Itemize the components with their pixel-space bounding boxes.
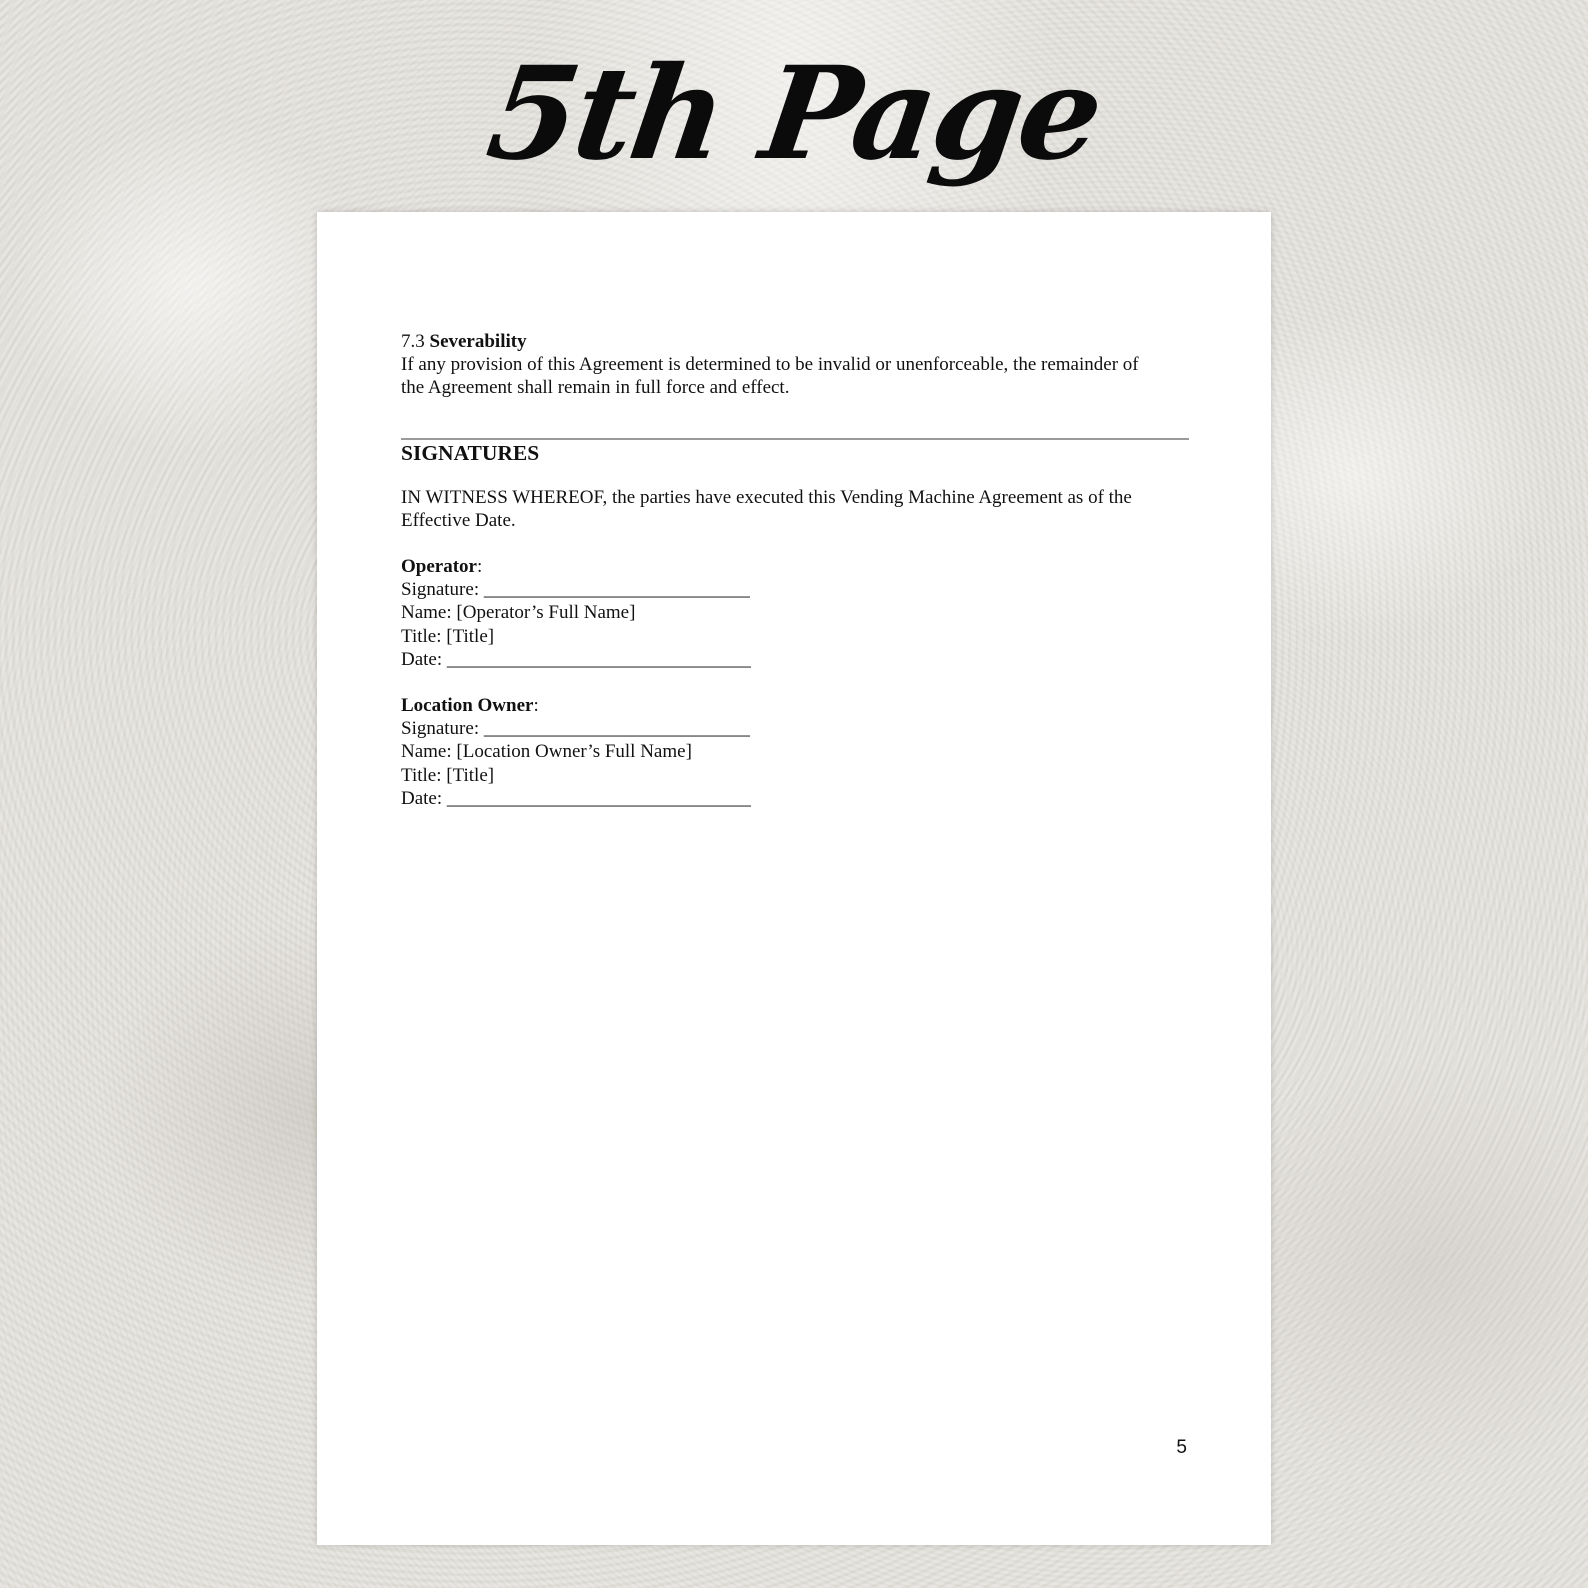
- operator-label: Operator: [401, 556, 477, 578]
- severability-body-line-1: If any provision of this Agreement is determined to be invalid or unenforceable, the remainder of: [401, 354, 1139, 376]
- section-number: 7.3: [401, 331, 425, 352]
- document-content: [401, 330, 1191, 810]
- location-owner-signature-line: Signature: ____________________________: [401, 718, 750, 740]
- location-owner-label-line: Location Owner:: [401, 695, 539, 717]
- location-owner-date-line: Date: ________________________________: [401, 787, 751, 809]
- page-number: 5: [1176, 1437, 1187, 1458]
- operator-signature-line: Signature: ____________________________: [401, 579, 750, 601]
- operator-label-line: Operator:: [401, 556, 483, 578]
- operator-title-line: Title: [Title]: [401, 625, 495, 647]
- operator-name-line: Name: [Operator’s Full Name]: [401, 602, 636, 624]
- witness-line-1: IN WITNESS WHEREOF, the parties have executed this Vending Machine Agreement as of the: [401, 486, 1132, 508]
- location-owner-label: Location Owner: [401, 695, 534, 717]
- location-owner-title-line: Title: [Title]: [401, 764, 495, 786]
- section-title: Severability: [429, 331, 527, 352]
- severability-body-line-2: the Agreement shall remain in full force and effect.: [401, 377, 790, 399]
- severability-heading: [401, 330, 1191, 353]
- signatures-heading: SIGNATURES: [401, 440, 540, 465]
- operator-date-line: Date: ________________________________: [401, 648, 751, 670]
- banner-title: 5th Page: [479, 39, 1109, 189]
- operator-signature-block: [401, 555, 1191, 671]
- document-page: [317, 212, 1271, 1545]
- witness-line-2: Effective Date.: [401, 509, 516, 531]
- location-owner-signature-block: [401, 694, 1191, 810]
- location-owner-name-line: Name: [Location Owner’s Full Name]: [401, 741, 692, 763]
